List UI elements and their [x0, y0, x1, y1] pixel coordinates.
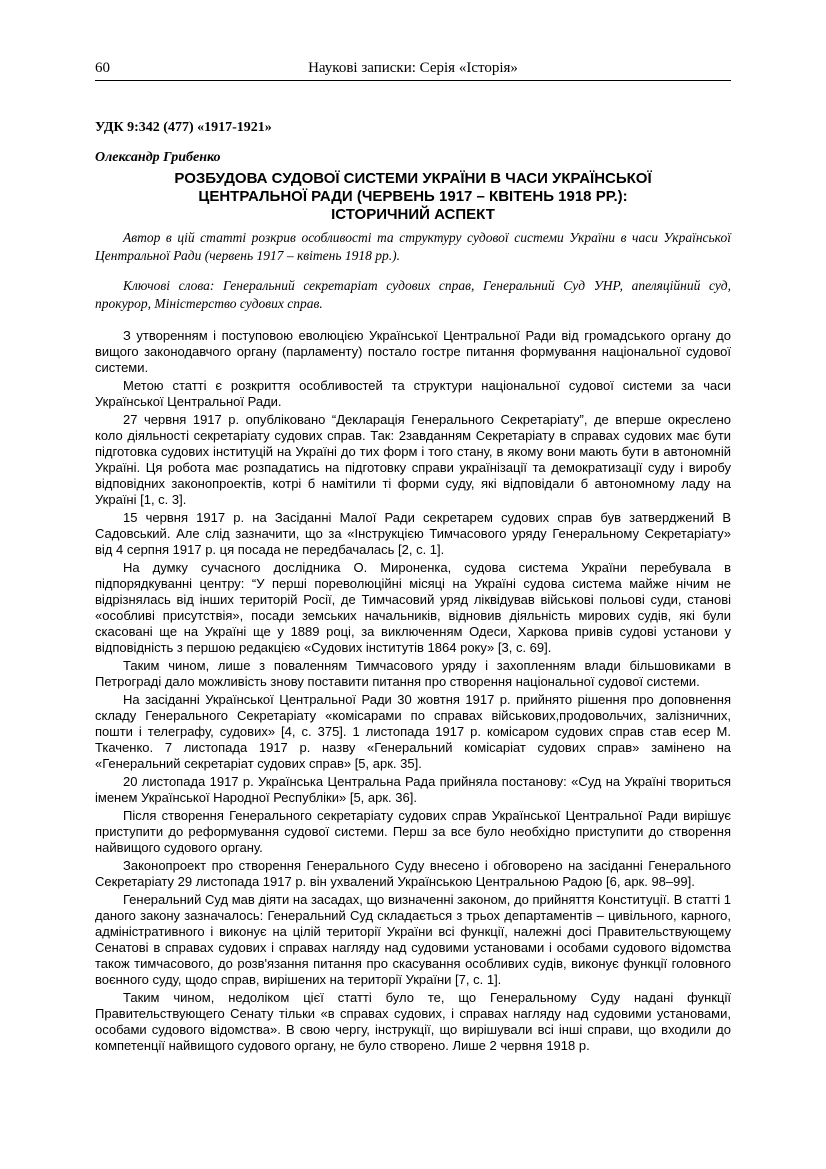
body-paragraph: Законопроект про створення Генерального Суду внесено і обговорено на засіданні Генерального Секретаріату 29 листопада 1917 р. він ухвалений Українською Центральною Радою [6, арк. 98–99].: [95, 858, 731, 889]
article-title-line: РОЗБУДОВА СУДОВОЇ СИСТЕМИ УКРАЇНИ В ЧАСИ УКРАЇНСЬКОЇ: [174, 170, 652, 187]
abstract: Автор в цій статті розкрив особливості та структуру судової системи України в часи Української Центральної Ради (червень 1917 – квітень 1918 рр.).: [95, 230, 731, 263]
body-paragraph: Таким чином, недоліком цієї статті було те, що Генеральному Суду надані функції Правительствующего Сенату тільки «в справах судових, і справах нагляду над судовими установами, особами судового відомства». В свою чергу, інструкції, що вирішували всі інші справи, що входили до компетенції найвищого судового органу, не було створено. Лише 2 червня 1918 р.: [95, 990, 731, 1053]
body-paragraph: Метою статті є розкриття особливостей та структури національної судової системи за часи Української Центральної Ради.: [95, 378, 731, 409]
body-paragraph: З утворенням і поступовою еволюцією Української Центральної Ради від громадського органу до вищого законодавчого органу (парламенту) постало гостре питання формування національної судової системи.: [95, 328, 731, 375]
keywords: Ключові слова: Генеральний секретаріат судових справ, Генеральний Суд УНР, апеляційний суд, прокурор, Міністерство судових справ.: [95, 278, 731, 311]
author-name: Олександр Грибенко: [95, 150, 221, 165]
body-paragraph: На засіданні Української Центральної Ради 30 жовтня 1917 р. прийнято рішення про доповнення складу Генерального Секретаріату «комісарами по справах військових,продовольчих, залізничних, пошти і телеграфу, судових» [4, с. 375]. 1 листопада 1917 р. комісаром судових справ став есер М. Ткаченко. 7 листопада 1917 р. назву «Генеральний комісаріат судових справ» замінено на «Генеральний секретаріат судових справ» [5, арк. 35].: [95, 692, 731, 771]
journal-title: Наукові записки: Серія «Історія»: [308, 60, 518, 76]
body-paragraph: 27 червня 1917 р. опубліковано “Декларація Генерального Секретаріату”, де вперше окреслено коло діяльності секретаріату судових справ. Так: 2завданням Секретаріату в справах судових має бути підготовка судових інституцій на Україні до тих форм і того стану, в якому вони мають бути в автономній Україні. Ця робота має розпадатись на підготовку справи українізації та демократизації суду і виробу відповідних законопроектів, котрі б намітили ті форми суду, які відповідали б автономному ладу на Україні [1, с. 3].: [95, 412, 731, 507]
article-title-line: ЦЕНТРАЛЬНОЇ РАДИ (ЧЕРВЕНЬ 1917 – КВІТЕНЬ 1918 РР.):: [198, 188, 628, 205]
body-paragraph: Генеральний Суд мав діяти на засадах, що визначенні законом, до прийняття Конституції. В статті 1 даного закону зазначалось: Генеральний Суд складається з трьох департаментів – цивільного, карного, адміністративного і виконує на цілій території України всі функції, належні досі Правительствующему Сенатові в справах судових і справах нагляду над судовими установами і особами судового відомства також тимчасового, до розв'язання питання про скасування особливих судів, виконує функції головного воєнного суду, щодо справ, вирішених на території України [7, с. 1].: [95, 892, 731, 987]
article: [95, 118, 731, 1056]
body-paragraph: 15 червня 1917 р. на Засіданні Малої Ради секретарем судових справ був затверджений В Садовський. Але слід зазначити, що за «Інструкцією Тимчасового уряду Генеральному Секретаріату» від 4 серпня 1917 р. ця посада не передбачалась [2, с. 1].: [95, 510, 731, 557]
body-paragraph: Таким чином, лише з поваленням Тимчасового уряду і захопленням влади більшовиками в Петрограді дало можливість знову поставити питання про створення національної судової системи.: [95, 658, 731, 689]
running-header: [95, 58, 731, 81]
body-paragraph: На думку сучасного дослідника О. Мироненка, судова система України перебувала в підпорядкуванні центру: “У перші пореволюційні місяці на Україні судова система майже нічим не відрізнялась від інших територій Росії, де Тимчасовий уряд ліквідував військові польові суди, станові «особливі присутствія», посади земських начальників, відновив діяльність мирових судів, які були скасовані ще на Україні ще у 1889 році, за виключенням Одеси, Харкова привів судові установи у відповідність з першою редакцією «Судових інститутів 1864 року» [3, с. 69].: [95, 560, 731, 655]
article-title: [95, 170, 731, 224]
article-title-line: ІСТОРИЧНИЙ АСПЕКТ: [331, 206, 495, 223]
body-paragraph: Після створення Генерального секретаріату судових справ Української Центральної Ради вирішує приступити до реформування судової системи. Перш за все було необхідно приступити до створення найвищого судового органу.: [95, 808, 731, 855]
body-paragraph: 20 листопада 1917 р. Українська Центральна Рада прийняла постанову: «Суд на Україні твориться іменем Української Народної Республіки» [5, арк. 36].: [95, 774, 731, 805]
article-body: [95, 328, 731, 1054]
udc-code: УДК 9:342 (477) «1917-1921»: [95, 120, 272, 135]
page-number: 60: [95, 60, 110, 76]
